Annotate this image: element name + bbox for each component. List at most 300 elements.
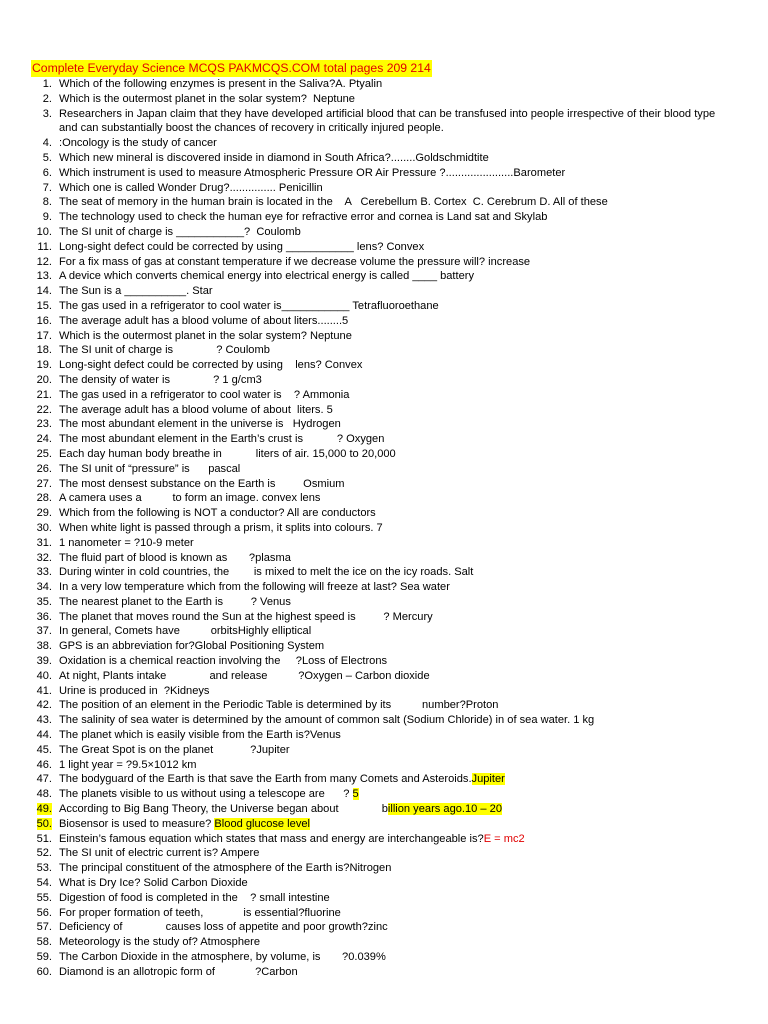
item-number	[0, 950, 52, 965]
item-number	[0, 506, 52, 521]
list-item	[0, 610, 768, 625]
item-text	[59, 240, 768, 255]
question-text: Each day human body breathe in liters of air. 15,000 to 20,000	[59, 447, 396, 460]
item-text	[59, 713, 768, 728]
item-number-text: 56.	[36, 906, 52, 919]
list-item	[0, 565, 768, 580]
list-item	[0, 861, 768, 876]
item-text	[59, 965, 768, 980]
item-number-text: 46.	[36, 758, 52, 771]
list-item	[0, 240, 768, 255]
item-number-text: 14.	[36, 285, 52, 298]
item-number-text: 3.	[42, 107, 52, 120]
item-number	[0, 314, 52, 329]
item-text	[59, 787, 768, 802]
item-number-text: 50.	[36, 817, 52, 830]
question-text: The planets visible to us without using a telescope are ?	[59, 788, 353, 801]
item-number-text: 41.	[36, 684, 52, 697]
item-number-text: 44.	[36, 729, 52, 742]
item-number-text: 1.	[42, 78, 52, 90]
list-item	[0, 580, 768, 595]
item-number-text: 49.	[36, 803, 52, 816]
item-text	[59, 491, 768, 506]
item-number	[0, 817, 52, 832]
question-text: The SI unit of “pressure” is pascal	[59, 462, 241, 475]
item-number	[0, 743, 52, 758]
item-text	[59, 639, 768, 654]
question-text: Meteorology is the study of? Atmosphere	[59, 936, 261, 949]
item-text	[59, 758, 768, 773]
question-text: The most densest substance on the Earth is Osmium	[59, 477, 345, 490]
question-text: Biosensor is used to measure?	[59, 817, 215, 830]
item-number-text: 8.	[42, 196, 52, 209]
item-number	[0, 728, 52, 743]
item-text	[59, 565, 768, 580]
question-text: GPS is an abbreviation for?Global Positioning System	[59, 640, 325, 653]
item-number-text: 47.	[36, 773, 52, 786]
item-number	[0, 181, 52, 196]
item-text	[59, 891, 768, 906]
question-text: The Sun is a __________. Star	[59, 285, 213, 298]
item-text	[59, 817, 768, 832]
item-number-text: 2.	[42, 92, 52, 105]
item-number	[0, 698, 52, 713]
question-text: Oxidation is a chemical reaction involving the ?Loss of Electrons	[59, 655, 388, 668]
question-text: Urine is produced in ?Kidneys	[59, 684, 210, 697]
item-number	[0, 358, 52, 373]
item-number	[0, 536, 52, 551]
mcq-list	[0, 77, 768, 980]
page-title: Complete Everyday Science MCQS PAKMCQS.COM total pages 209 214	[32, 61, 431, 75]
question-text: The gas used in a refrigerator to cool water is ? Ammonia	[59, 388, 350, 401]
item-number-text: 45.	[36, 743, 52, 756]
item-number	[0, 491, 52, 506]
item-number	[0, 654, 52, 669]
list-item	[0, 92, 768, 107]
item-number-text: 42.	[36, 699, 52, 712]
item-number	[0, 521, 52, 536]
list-item	[0, 787, 768, 802]
item-text	[59, 624, 768, 639]
item-number	[0, 92, 52, 107]
item-number-text: 40.	[36, 669, 52, 682]
item-text	[59, 728, 768, 743]
list-item	[0, 343, 768, 358]
list-item	[0, 684, 768, 699]
question-text: During winter in cold countries, the is mixed to melt the ice on the icy roads. Salt	[59, 566, 474, 579]
item-number-text: 11.	[37, 240, 52, 253]
item-number-text: 57.	[36, 921, 52, 934]
list-item	[0, 284, 768, 299]
question-text: The SI unit of charge is ___________? Coulomb	[59, 225, 301, 238]
item-text	[59, 373, 768, 388]
question-text: The salinity of sea water is determined by the amount of common salt (Sodium Chloride) in of sea water. 1 kg	[59, 714, 595, 727]
item-number-text: 36.	[36, 610, 52, 623]
item-number	[0, 935, 52, 950]
answer-text: Jupiter	[471, 773, 505, 786]
item-number	[0, 565, 52, 580]
question-text: The planet which is easily visible from the Earth is?Venus	[59, 729, 341, 742]
item-number	[0, 343, 52, 358]
question-text: For a fix mass of gas at constant temperature if we decrease volume the pressure will? increase	[59, 255, 531, 268]
list-item	[0, 269, 768, 284]
question-text: The average adult has a blood volume of about liters........5	[59, 314, 349, 327]
item-text	[59, 255, 768, 270]
question-text: The Great Spot is on the planet ?Jupiter	[59, 743, 290, 756]
list-item	[0, 639, 768, 654]
item-number-text: 4.	[42, 137, 52, 150]
list-item	[0, 624, 768, 639]
item-text	[59, 92, 768, 107]
list-item	[0, 551, 768, 566]
answer-text: Blood glucose level	[214, 817, 310, 830]
item-number	[0, 861, 52, 876]
question-text: The SI unit of electric current is? Ampere	[59, 847, 260, 860]
list-item	[0, 521, 768, 536]
item-text	[59, 551, 768, 566]
question-text: The SI unit of charge is ? Coulomb	[59, 344, 270, 357]
item-text	[59, 536, 768, 551]
list-item	[0, 151, 768, 166]
list-item	[0, 314, 768, 329]
item-number-text: 29.	[36, 507, 52, 520]
item-number-text: 27.	[36, 477, 52, 490]
question-text: Long-sight defect could be corrected by using ___________ lens? Convex	[59, 240, 425, 253]
question-text: The planet that moves round the Sun at the highest speed is ? Mercury	[59, 610, 433, 623]
question-text: 1 light year = ?9.5×1012 km	[59, 758, 197, 771]
item-number	[0, 417, 52, 432]
list-item	[0, 846, 768, 861]
item-number	[0, 891, 52, 906]
item-text	[59, 388, 768, 403]
list-item	[0, 506, 768, 521]
item-number	[0, 920, 52, 935]
item-number-text: 18.	[36, 344, 52, 357]
item-number-text: 39.	[36, 655, 52, 668]
list-item	[0, 743, 768, 758]
item-number	[0, 713, 52, 728]
question-text: The average adult has a blood volume of about liters. 5	[59, 403, 333, 416]
item-number-text: 13.	[36, 270, 52, 283]
item-number	[0, 329, 52, 344]
item-number	[0, 624, 52, 639]
list-item	[0, 698, 768, 713]
question-text: Einstein’s famous equation which states that mass and energy are interchangeable is?	[59, 832, 484, 845]
item-number-text: 22.	[36, 403, 52, 416]
item-text	[59, 181, 768, 196]
item-text	[59, 521, 768, 536]
item-number-text: 37.	[36, 625, 52, 638]
item-text	[59, 876, 768, 891]
item-number	[0, 610, 52, 625]
item-number-text: 23.	[36, 418, 52, 431]
item-number-text: 48.	[36, 788, 52, 801]
item-text	[59, 462, 768, 477]
item-number-text: 32.	[36, 551, 52, 564]
item-number	[0, 284, 52, 299]
item-number	[0, 462, 52, 477]
list-item	[0, 107, 768, 137]
question-text: Which is the outermost planet in the solar system? Neptune	[59, 329, 352, 342]
item-number	[0, 772, 52, 787]
item-text	[59, 684, 768, 699]
item-number	[0, 269, 52, 284]
item-text	[59, 654, 768, 669]
question-text: The Carbon Dioxide in the atmosphere, by volume, is ?0.039%	[59, 951, 386, 964]
question-text: Which new mineral is discovered inside in diamond in South Africa?........Goldschmidtite	[59, 151, 489, 164]
item-text	[59, 477, 768, 492]
question-text: Which from the following is NOT a conductor? All are conductors	[59, 507, 376, 520]
list-item	[0, 802, 768, 817]
question-text: Which one is called Wonder Drug?............... Penicillin	[59, 181, 323, 194]
item-text	[59, 950, 768, 965]
question-text: The seat of memory in the human brain is located in the A Cerebellum B. Cortex C. Cerebrum D. All of these	[59, 196, 608, 209]
item-number-text: 59.	[36, 951, 52, 964]
question-text: In general, Comets have orbitsHighly elliptical	[59, 625, 312, 638]
item-number	[0, 136, 52, 151]
item-number	[0, 906, 52, 921]
list-item	[0, 906, 768, 921]
item-number	[0, 876, 52, 891]
item-text	[59, 77, 768, 92]
item-text	[59, 329, 768, 344]
list-item	[0, 403, 768, 418]
item-text	[59, 595, 768, 610]
item-text	[59, 610, 768, 625]
item-number-text: 10.	[36, 225, 52, 238]
list-item	[0, 181, 768, 196]
list-item	[0, 669, 768, 684]
item-number	[0, 77, 52, 92]
list-item	[0, 772, 768, 787]
question-text: Diamond is an allotropic form of ?Carbon	[59, 965, 298, 978]
list-item	[0, 832, 768, 847]
question-text: According to Big Bang Theory, the Universe began about b	[59, 803, 388, 816]
item-text	[59, 935, 768, 950]
question-text: Long-sight defect could be corrected by using lens? Convex	[59, 359, 363, 372]
item-number	[0, 802, 52, 817]
question-text: The fluid part of blood is known as ?plasma	[59, 551, 291, 564]
item-text	[59, 403, 768, 418]
list-item	[0, 654, 768, 669]
item-text	[59, 225, 768, 240]
item-number	[0, 551, 52, 566]
list-item	[0, 713, 768, 728]
item-number-text: 15.	[36, 299, 52, 312]
item-text	[59, 210, 768, 225]
item-number-text: 35.	[36, 595, 52, 608]
item-number	[0, 166, 52, 181]
item-number-text: 12.	[36, 255, 52, 268]
item-text	[59, 846, 768, 861]
item-number	[0, 684, 52, 699]
question-text: A camera uses a to form an image. convex lens	[59, 492, 321, 505]
list-item	[0, 299, 768, 314]
item-text	[59, 447, 768, 462]
list-item	[0, 477, 768, 492]
list-item	[0, 447, 768, 462]
item-number	[0, 846, 52, 861]
item-number-text: 43.	[36, 714, 52, 727]
list-item	[0, 388, 768, 403]
question-text: :Oncology is the study of cancer	[59, 137, 217, 150]
question-text: Researchers in Japan claim that they have developed artificial blood that can be transfused into people irrespective of their blood type and can substantially boost the chances of recovery in critically injured people.	[59, 107, 719, 135]
item-text	[59, 669, 768, 684]
question-text: The technology used to check the human eye for refractive error and cornea is Land sat and Skylab	[59, 211, 548, 224]
item-text	[59, 698, 768, 713]
list-item	[0, 329, 768, 344]
item-number-text: 26.	[36, 462, 52, 475]
list-item	[0, 950, 768, 965]
question-text: At night, Plants intake and release ?Oxygen – Carbon dioxide	[59, 669, 430, 682]
question-text: Which of the following enzymes is present in the Saliva?A. Ptyalin	[59, 78, 383, 90]
item-text	[59, 151, 768, 166]
answer-text: E = mc2	[483, 832, 525, 845]
item-number-text: 19.	[36, 359, 52, 372]
item-number	[0, 151, 52, 166]
list-item	[0, 210, 768, 225]
item-number	[0, 373, 52, 388]
item-text	[59, 314, 768, 329]
item-text	[59, 343, 768, 358]
item-number	[0, 388, 52, 403]
item-number-text: 24.	[36, 433, 52, 446]
question-text: Which instrument is used to measure Atmospheric Pressure OR Air Pressure ?......................Barometer	[59, 166, 566, 179]
question-text: The gas used in a refrigerator to cool water is___________ Tetrafluoroethane	[59, 299, 439, 312]
list-item	[0, 166, 768, 181]
item-number-text: 54.	[36, 877, 52, 890]
item-number	[0, 255, 52, 270]
item-text	[59, 107, 768, 137]
item-text	[59, 580, 768, 595]
question-text: What is Dry Ice? Solid Carbon Dioxide	[59, 877, 248, 890]
list-item	[0, 595, 768, 610]
item-number-text: 30.	[36, 521, 52, 534]
item-number	[0, 432, 52, 447]
item-text	[59, 269, 768, 284]
item-text	[59, 284, 768, 299]
list-item	[0, 920, 768, 935]
question-text: In a very low temperature which from the following will freeze at last? Sea water	[59, 581, 450, 594]
question-text: The position of an element in the Periodic Table is determined by its number?Proton	[59, 699, 499, 712]
question-text: The bodyguard of the Earth is that save the Earth from many Comets and Asteroids.	[59, 773, 472, 786]
list-item	[0, 758, 768, 773]
list-item	[0, 136, 768, 151]
list-item	[0, 417, 768, 432]
item-text	[59, 166, 768, 181]
question-text: For proper formation of teeth, is essential?fluorine	[59, 906, 341, 919]
list-item	[0, 965, 768, 980]
item-number	[0, 965, 52, 980]
item-text	[59, 772, 768, 787]
list-item	[0, 491, 768, 506]
item-text	[59, 920, 768, 935]
item-number	[0, 639, 52, 654]
item-number	[0, 240, 52, 255]
list-item	[0, 536, 768, 551]
question-text: The principal constituent of the atmosphere of the Earth is?Nitrogen	[59, 862, 392, 875]
item-number	[0, 595, 52, 610]
item-number-text: 20.	[36, 373, 52, 386]
item-number-text: 52.	[36, 847, 52, 860]
list-item	[0, 891, 768, 906]
item-number	[0, 580, 52, 595]
item-number	[0, 477, 52, 492]
item-number-text: 33.	[36, 566, 52, 579]
answer-text: illion years ago.10 – 20	[387, 803, 503, 816]
question-text: When white light is passed through a prism, it splits into colours. 7	[59, 521, 383, 534]
item-text	[59, 832, 768, 847]
item-number	[0, 669, 52, 684]
item-text	[59, 358, 768, 373]
item-number-text: 31.	[36, 536, 52, 549]
item-number	[0, 299, 52, 314]
item-number-text: 9.	[42, 211, 52, 224]
item-text	[59, 417, 768, 432]
item-number-text: 28.	[36, 492, 52, 505]
item-number-text: 6.	[42, 166, 52, 179]
item-text	[59, 432, 768, 447]
item-number-text: 21.	[36, 388, 52, 401]
list-item	[0, 876, 768, 891]
question-text: The density of water is ? 1 g/cm3	[59, 373, 262, 386]
item-number	[0, 403, 52, 418]
question-text: Deficiency of causes loss of appetite and poor growth?zinc	[59, 921, 388, 934]
list-item	[0, 225, 768, 240]
item-number	[0, 225, 52, 240]
item-number-text: 7.	[42, 181, 52, 194]
question-text: A device which converts chemical energy into electrical energy is called ____ battery	[59, 270, 474, 283]
item-number	[0, 787, 52, 802]
item-text	[59, 195, 768, 210]
list-item	[0, 462, 768, 477]
item-number	[0, 195, 52, 210]
question-text: Digestion of food is completed in the ? small intestine	[59, 891, 330, 904]
item-number-text: 25.	[36, 447, 52, 460]
item-text	[59, 299, 768, 314]
list-item	[0, 728, 768, 743]
item-number	[0, 447, 52, 462]
list-item	[0, 195, 768, 210]
question-text: The most abundant element in the universe is Hydrogen	[59, 418, 341, 431]
list-item	[0, 373, 768, 388]
list-item	[0, 432, 768, 447]
item-number-text: 38.	[36, 640, 52, 653]
item-number	[0, 832, 52, 847]
item-number-text: 53.	[36, 862, 52, 875]
list-item	[0, 935, 768, 950]
item-number-text: 60.	[36, 965, 52, 978]
item-number-text: 58.	[36, 936, 52, 949]
list-item	[0, 255, 768, 270]
list-item	[0, 817, 768, 832]
item-number-text: 17.	[36, 329, 52, 342]
answer-text: 5	[352, 788, 359, 801]
item-number-text: 55.	[36, 891, 52, 904]
item-text	[59, 136, 768, 151]
item-text	[59, 906, 768, 921]
item-text	[59, 743, 768, 758]
item-text	[59, 802, 768, 817]
question-text: The most abundant element in the Earth’s crust is ? Oxygen	[59, 433, 385, 446]
list-item	[0, 358, 768, 373]
item-text	[59, 861, 768, 876]
question-text: The nearest planet to the Earth is ? Venus	[59, 595, 291, 608]
item-number	[0, 758, 52, 773]
item-number-text: 51.	[36, 832, 52, 845]
item-text	[59, 506, 768, 521]
list-item	[0, 77, 768, 92]
